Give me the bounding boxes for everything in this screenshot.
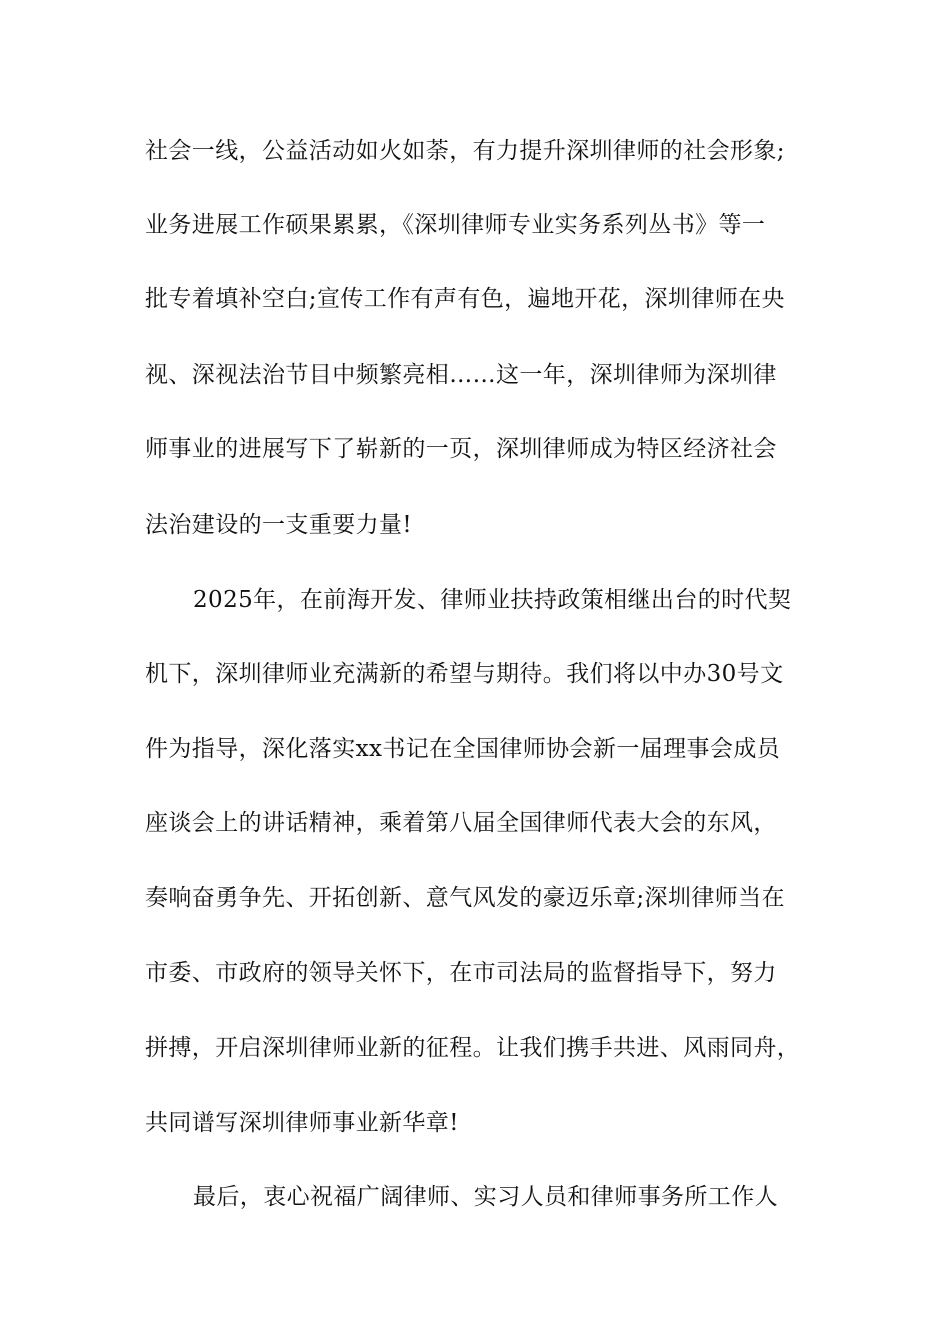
paragraph-1-line-6: 法治建设的一支重要力量! (145, 512, 413, 538)
paragraph-2-line-5: 奏响奋勇争先、开拓创新、意气风发的豪迈乐章;深圳律师当在 (145, 885, 785, 911)
paragraph-1-line-3: 批专着填补空白;宣传工作有声有色，遍地开花，深圳律师在央 (145, 286, 785, 312)
paragraph-1-line-2: 业务进展工作硕果累累，《深圳律师专业实务系列丛书》等一 (145, 212, 766, 238)
paragraph-1-line-1: 社会一线，公益活动如火如荼，有力提升深圳律师的社会形象; (145, 138, 785, 164)
paragraph-2-line-3: 件为指导，深化落实xx书记在全国律师协会新一届理事会成员 (145, 736, 781, 762)
paragraph-2-line-1: 2025年，在前海开发、律师业扶持政策相继出台的时代契 (193, 587, 792, 613)
paragraph-2-line-8: 共同谱写深圳律师事业新华章! (145, 1110, 459, 1136)
paragraph-3-line-1: 最后，衷心祝福广阔律师、实习人员和律师事务所工作人 (193, 1184, 778, 1210)
paragraph-1-line-4: 视、深视法治节目中频繁亮相……这一年，深圳律师为深圳律 (145, 362, 777, 388)
paragraph-1-line-5: 师事业的进展写下了崭新的一页，深圳律师成为特区经济社会 (145, 436, 777, 462)
paragraph-2-line-4: 座谈会上的讲话精神，乘着第八届全国律师代表大会的东风， (145, 810, 777, 836)
paragraph-2-line-6: 市委、市政府的领导关怀下，在市司法局的监督指导下，努力 (145, 960, 777, 986)
paragraph-2-line-2: 机下，深圳律师业充满新的希望与期待。我们将以中办30号文 (145, 661, 784, 687)
paragraph-2-line-7: 拼搏，开启深圳律师业新的征程。让我们携手共进、风雨同舟， (145, 1035, 801, 1061)
